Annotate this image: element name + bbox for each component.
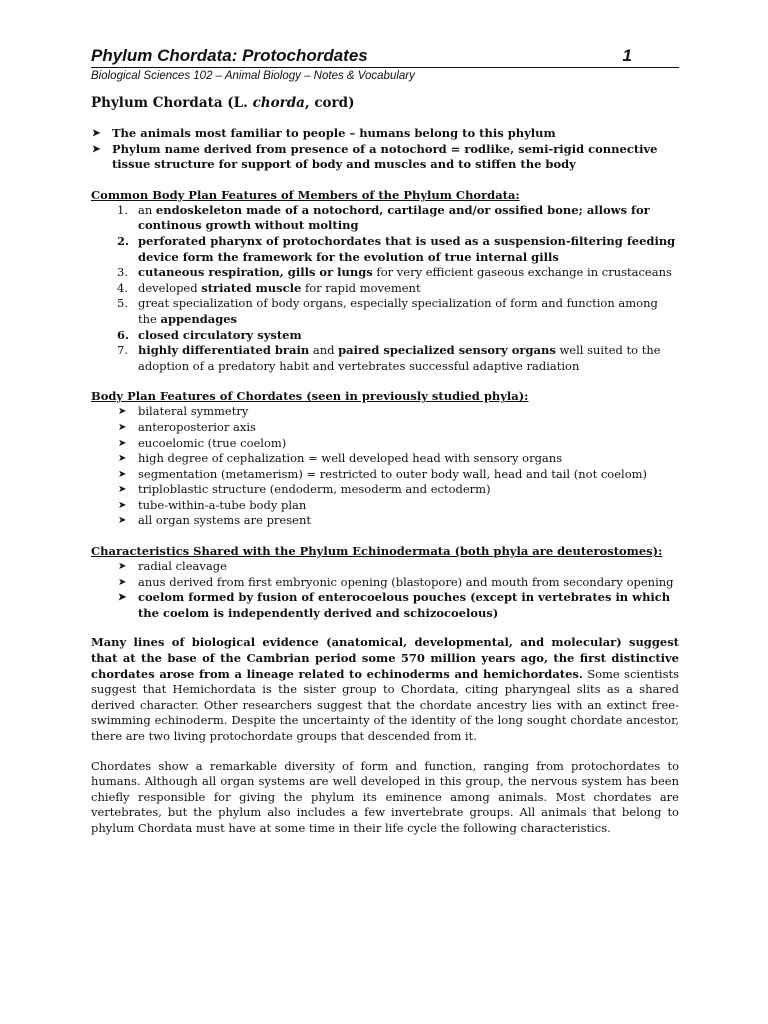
section-title xyxy=(91,95,679,111)
list-item xyxy=(117,420,679,436)
list-item-text: segmentation (metamerism) = restricted to outer body wall, head and tail (not coelom) xyxy=(138,466,648,481)
list-item xyxy=(117,559,679,575)
arrow-bullet-icon: ➤ xyxy=(92,128,101,139)
arrow-bullet-icon: ➤ xyxy=(118,468,127,480)
diversity-paragraph: Chordates show a remarkable diversity of form and function, ranging from protochordates to humans. Although all organ systems are well developed in this group, the nervous system has been chiefly responsible for giving the phylum its eminence among animals. Most chordates are vertebrates, but the phylum also includes a few invertebrate groups. All animals that belong to phylum Chordata must have at some time in their life cycle the following characteristics. xyxy=(91,758,679,835)
arrow-bullet-icon: ➤ xyxy=(118,499,127,511)
list-item xyxy=(117,498,679,514)
page-header xyxy=(91,46,679,68)
item-number: 4. xyxy=(117,280,128,295)
list-item xyxy=(117,590,679,621)
item-bold-text: appendages xyxy=(160,311,238,326)
list-item xyxy=(117,234,679,265)
list-item xyxy=(117,203,679,234)
list-item-text: eucoelomic (true coelom) xyxy=(138,435,287,450)
list-item xyxy=(91,126,679,142)
document-page xyxy=(91,46,679,837)
arrow-bullet-icon: ➤ xyxy=(92,143,101,155)
list-item-text: high degree of cephalization = well developed head with sensory organs xyxy=(138,451,563,466)
list-item xyxy=(117,343,679,374)
list-item xyxy=(117,281,679,297)
common-features-heading: Common Body Plan Features of Members of the Phylum Chordata: xyxy=(91,187,520,202)
item-text: well suited to the adoption of a predatory habit and vertebrates successful adaptive radiation xyxy=(138,343,661,373)
common-features-list xyxy=(91,203,679,375)
list-item-text: radial cleavage xyxy=(138,559,227,574)
list-item xyxy=(117,296,679,327)
item-bold-text: cutaneous respiration, gills or lungs xyxy=(138,265,373,280)
arrow-bullet-icon: ➤ xyxy=(118,561,127,573)
item-bold-text: striated muscle xyxy=(201,280,302,295)
arrow-bullet-icon: ➤ xyxy=(118,576,127,588)
item-number: 5. xyxy=(117,296,128,311)
item-text: and xyxy=(309,343,339,358)
list-item-text: Phylum name derived from presence of a notochord = rodlike, semi-rigid connective tissue structure for support of body and muscles and to stiffen the body xyxy=(112,141,658,172)
item-text: great specialization of body organs, especially specialization of form and function among the xyxy=(138,296,658,326)
list-item xyxy=(117,404,679,420)
arrow-bullet-icon: ➤ xyxy=(118,421,127,433)
header-title: Phylum Chordata: Protochordates xyxy=(91,46,368,65)
list-item xyxy=(117,482,679,498)
item-bold-text: highly differentiated brain xyxy=(138,343,310,358)
list-item xyxy=(117,265,679,281)
item-text: developed xyxy=(138,280,202,295)
shared-features-list xyxy=(91,559,679,621)
item-number: 1. xyxy=(117,202,128,217)
shared-features-heading: Characteristics Shared with the Phylum Echinodermata (both phyla are deuterostomes): xyxy=(91,544,663,559)
list-item-text: triploblastic structure (endoderm, mesoderm and ectoderm) xyxy=(138,482,491,497)
list-item-text: tube-within-a-tube body plan xyxy=(138,497,307,512)
arrow-bullet-icon: ➤ xyxy=(118,437,127,449)
arrow-bullet-icon: ➤ xyxy=(118,406,127,418)
list-item-text: all organ systems are present xyxy=(138,513,311,528)
item-bold-text: perforated pharynx of protochordates that is used as a suspension-filtering feeding device form the framework for the evolution of true internal gills xyxy=(138,233,676,264)
section-title-prefix: Phylum Chordata (L. xyxy=(91,95,253,111)
list-item-text: bilateral symmetry xyxy=(138,404,249,419)
item-bold-text: closed circulatory system xyxy=(138,327,302,342)
arrow-bullet-icon: ➤ xyxy=(118,484,127,496)
list-item-text: coelom formed by fusion of enterocoelous pouches (except in vertebrates in which the coelom is independently derived and schizocoelous) xyxy=(138,590,671,620)
list-item xyxy=(117,451,679,467)
evolution-paragraph xyxy=(91,635,679,744)
page-number: 1 xyxy=(622,46,632,65)
item-text: for rapid movement xyxy=(301,280,421,295)
intro-bullet-list xyxy=(91,126,679,173)
list-item xyxy=(117,436,679,452)
list-item xyxy=(117,513,679,529)
list-item-text: anteroposterior axis xyxy=(138,419,256,434)
list-item xyxy=(91,142,679,173)
item-number: 3. xyxy=(117,265,128,280)
list-item-text: anus derived from first embryonic opening (blastopore) and mouth from secondary opening xyxy=(138,574,674,589)
list-item xyxy=(117,575,679,591)
arrow-bullet-icon: ➤ xyxy=(118,515,127,527)
item-bold-text: paired specialized sensory organs xyxy=(338,343,556,358)
item-number: 6. xyxy=(117,327,130,342)
arrow-bullet-icon: ➤ xyxy=(118,453,127,465)
item-bold-text: endoskeleton made of a notochord, cartilage and/or ossified bone; allows for continous growth without molting xyxy=(138,202,650,233)
list-item xyxy=(117,328,679,344)
list-item-text: The animals most familiar to people – humans belong to this phylum xyxy=(112,126,556,140)
chordate-features-list xyxy=(91,404,679,529)
section-title-suffix: , cord) xyxy=(304,95,355,111)
arrow-bullet-icon: ➤ xyxy=(118,592,127,604)
paragraph-text: Some scientists suggest that Hemichordata is the sister group to Chordata, citing pharyngeal slits as a shared derived character. Other researchers suggest that the chordate ancestry lies with an extinct free-swimming echinoderm. Despite the uncertainty of the identity of the long sought chordate ancestor, there are two living protochordate groups that descended from it. xyxy=(91,666,680,743)
list-item xyxy=(117,467,679,483)
item-text: for very efficient gaseous exchange in crustaceans xyxy=(372,265,672,280)
header-subtitle: Biological Sciences 102 – Animal Biology – Notes & Vocabulary xyxy=(91,70,415,82)
item-number: 2. xyxy=(117,233,130,248)
chordate-features-heading: Body Plan Features of Chordates (seen in previously studied phyla): xyxy=(91,389,529,404)
paragraph-bold-text: Many lines of biological evidence (anatomical, developmental, and molecular) suggest that at the base of the Cambrian period some 570 million years ago, the first distinctive chordates arose from a lineage related to echinoderms and hemichordates. xyxy=(91,635,679,681)
item-number: 7. xyxy=(117,343,128,358)
item-text: an xyxy=(138,202,156,217)
section-title-italic: chorda xyxy=(252,95,305,111)
